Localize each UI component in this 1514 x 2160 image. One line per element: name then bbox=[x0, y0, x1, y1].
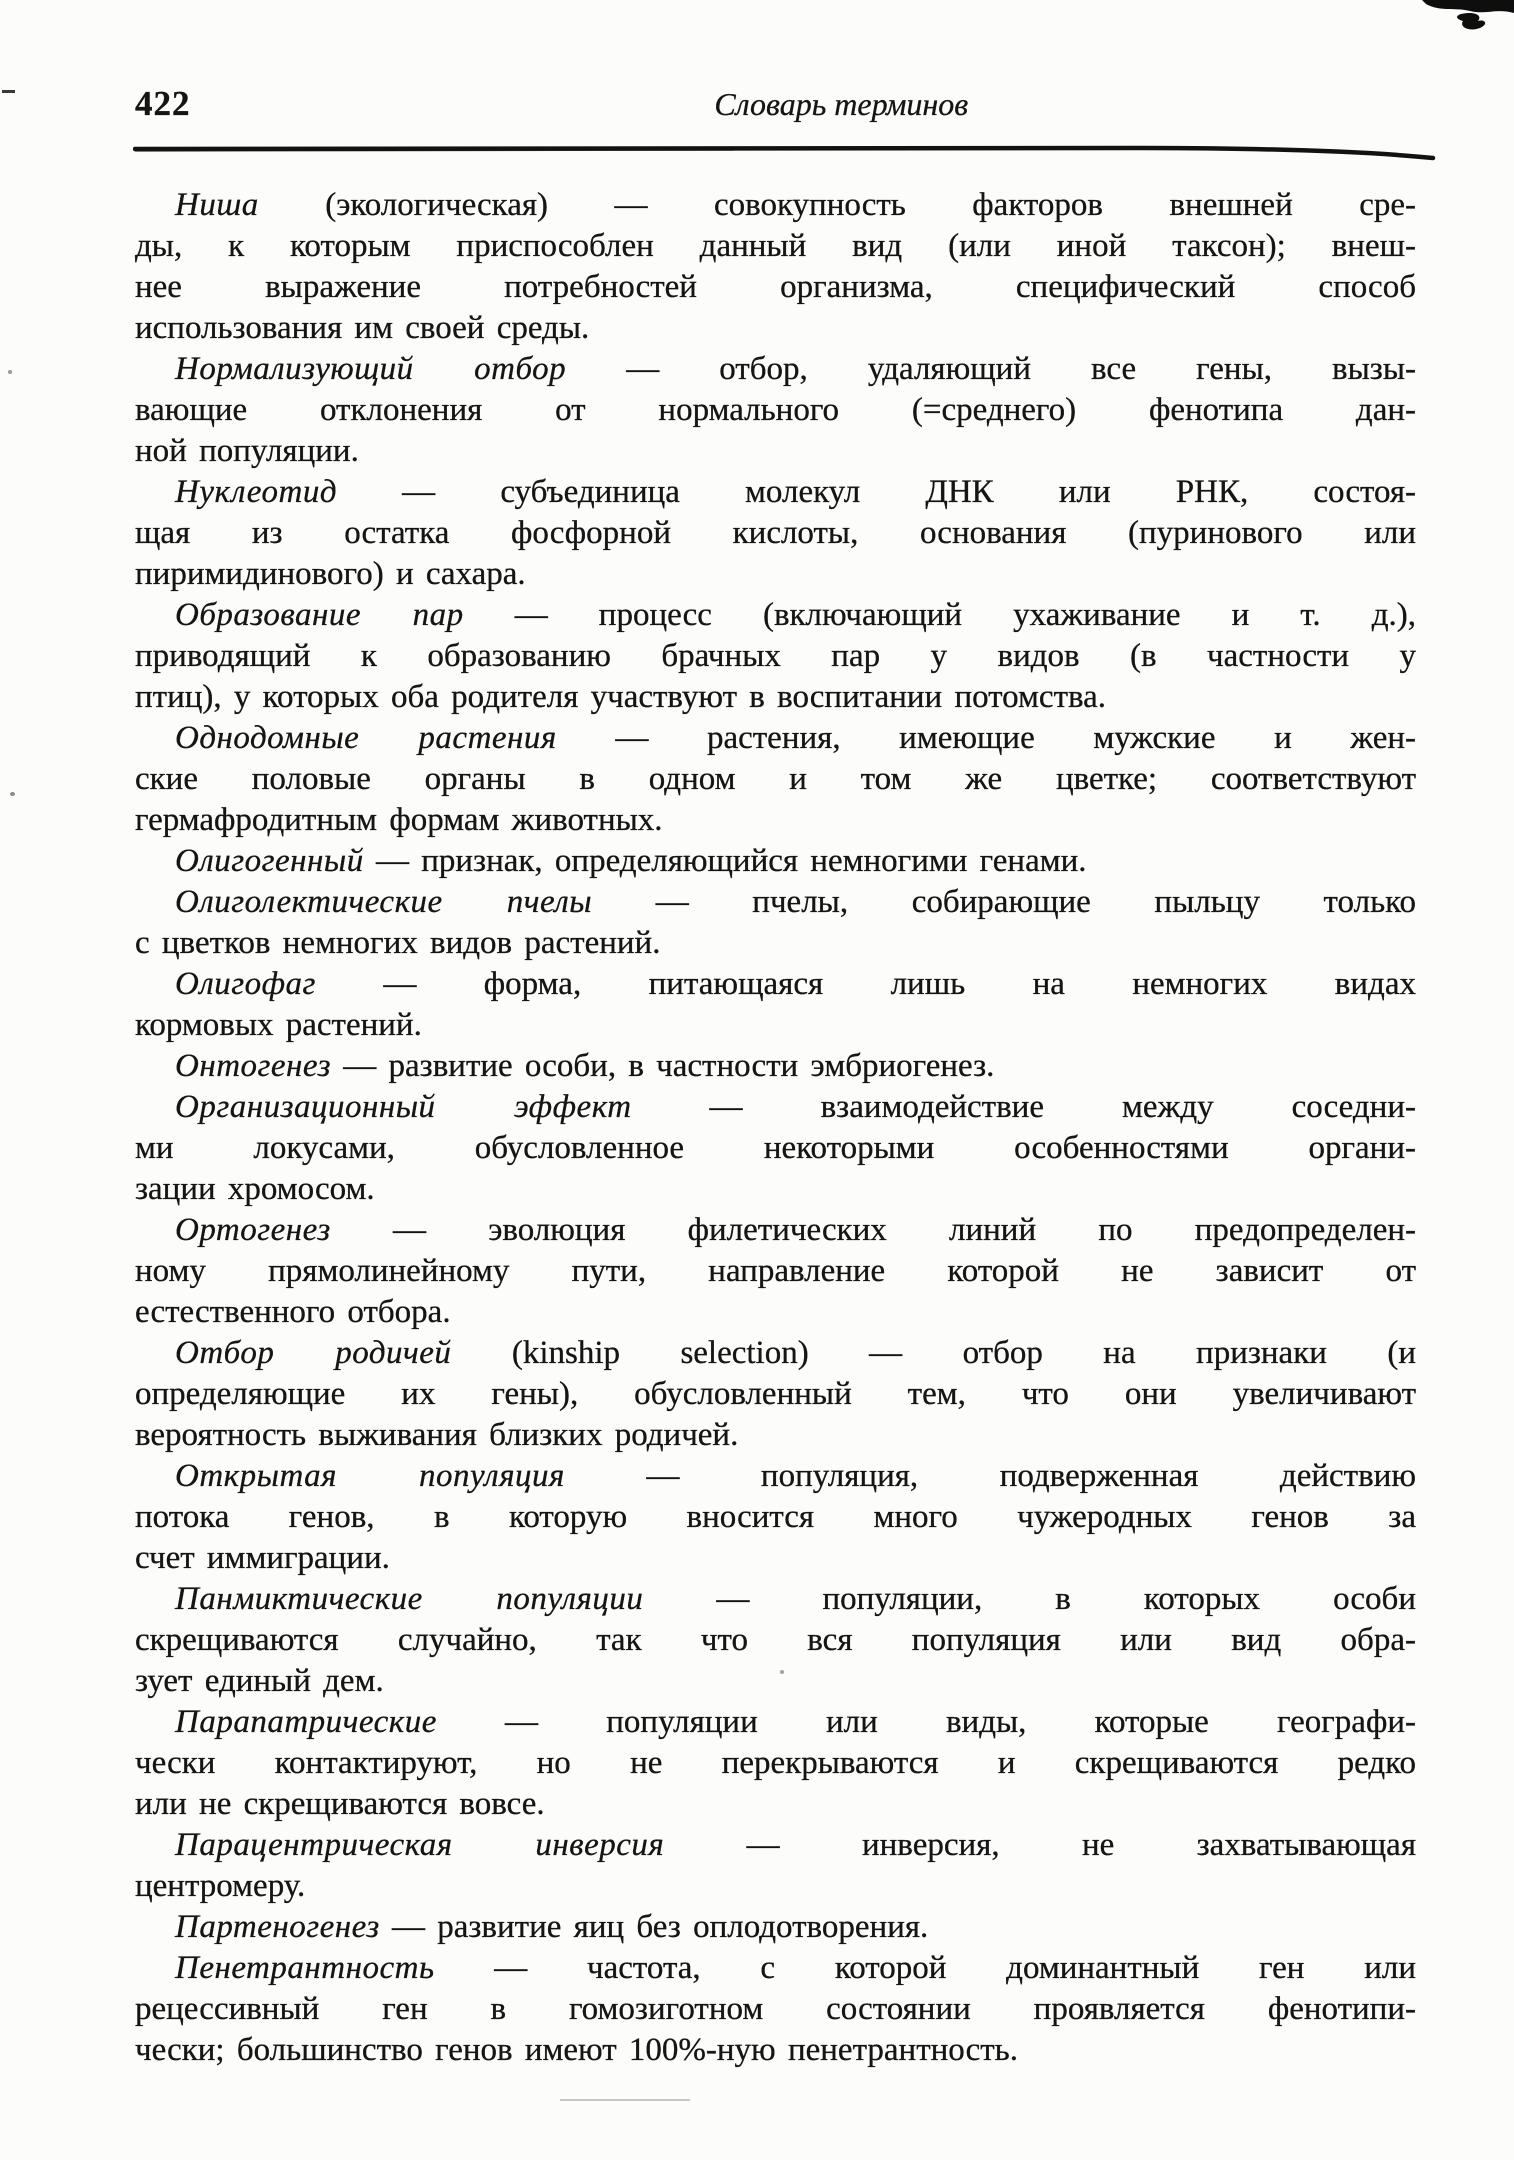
entry-first-line: Организационный эффект — взаимодействие между соседни- bbox=[175, 1089, 1416, 1125]
entry-first-line: Панмиктические популяции — популяции, в которых особи bbox=[175, 1581, 1416, 1617]
entry-line: нее выражение потребностей организма, специфический способ bbox=[135, 269, 1416, 305]
entry-term: Однодомные растения bbox=[175, 720, 557, 756]
header-rule bbox=[133, 142, 1443, 162]
entry-line: ному прямолинейному пути, направление которой не зависит от bbox=[135, 1253, 1416, 1289]
glossary-entry bbox=[135, 1579, 1416, 1702]
entry-line: гермафродитным формам животных. bbox=[135, 802, 663, 838]
scan-faint-line bbox=[560, 2099, 690, 2101]
entry-line: вероятность выживания близких родичей. bbox=[135, 1417, 739, 1453]
entry-line: или не скрещиваются вовсе. bbox=[135, 1786, 545, 1822]
entry-line: щая из остатка фосфорной кислоты, основания (пуринового или bbox=[135, 515, 1416, 551]
entry-term: Нормализующий отбор bbox=[175, 351, 567, 387]
entry-term: Ниша bbox=[175, 187, 259, 223]
entry-term: Открытая популяция bbox=[175, 1458, 565, 1494]
entry-term: Пенетрантность bbox=[175, 1950, 435, 1986]
page-number: 422 bbox=[135, 84, 191, 123]
glossary-entry bbox=[135, 1702, 1416, 1825]
glossary-entry bbox=[135, 1046, 1416, 1087]
entry-line: скрещиваются случайно, так что вся популяция или вид обра- bbox=[135, 1622, 1416, 1658]
page-header bbox=[135, 84, 1432, 124]
entry-term: Отбор родичей bbox=[175, 1335, 452, 1371]
entry-term: Олигофаг bbox=[175, 966, 316, 1002]
entry-line: ми локусами, обусловленное некоторыми особенностями органи- bbox=[135, 1130, 1416, 1166]
entry-line: рецессивный ген в гомозиготном состоянии проявляется фенотипи- bbox=[135, 1991, 1416, 2027]
glossary-entry bbox=[135, 1825, 1416, 1907]
glossary-entry bbox=[135, 882, 1416, 964]
entry-line: пиримидинового) и сахара. bbox=[135, 556, 526, 592]
glossary-entry bbox=[135, 1907, 1416, 1948]
entry-line: ной популяции. bbox=[135, 433, 359, 469]
entry-first-line: Ниша (экологическая) — совокупность факторов внешней сре- bbox=[175, 187, 1416, 223]
entry-first-line: Партеногенез — развитие яиц без оплодотворения. bbox=[175, 1909, 929, 1945]
entry-line: счет иммиграции. bbox=[135, 1540, 390, 1576]
entry-first-line: Онтогенез — развитие особи, в частности эмбриогенез. bbox=[175, 1048, 995, 1084]
glossary-entry bbox=[135, 1456, 1416, 1579]
entry-first-line: Парапатрические — популяции или виды, которые географи- bbox=[175, 1704, 1416, 1740]
glossary-entry bbox=[135, 595, 1416, 718]
entry-line: кормовых растений. bbox=[135, 1007, 422, 1043]
entry-line: вающие отклонения от нормального (=среднего) фенотипа дан- bbox=[135, 392, 1416, 428]
entry-first-line: Ортогенез — эволюция филетических линий по предопределен- bbox=[175, 1212, 1416, 1248]
entry-first-line: Олигогенный — признак, определяющийся немногими генами. bbox=[175, 843, 1087, 879]
entry-line: центромеру. bbox=[135, 1868, 306, 1904]
glossary-entry bbox=[135, 349, 1416, 472]
entry-term: Онтогенез bbox=[175, 1048, 332, 1084]
entry-term: Парапатрические bbox=[175, 1704, 437, 1740]
entry-term: Парацентрическая инверсия bbox=[175, 1827, 665, 1863]
entry-line: определяющие их гены), обусловленный тем, что они увеличивают bbox=[135, 1376, 1416, 1412]
glossary-entry bbox=[135, 472, 1416, 595]
entry-line: зует единый дем. bbox=[135, 1663, 384, 1699]
glossary-entry bbox=[135, 964, 1416, 1046]
glossary-entry bbox=[135, 718, 1416, 841]
entry-first-line: Образование пар — процесс (включающий ухаживание и т. д.), bbox=[175, 597, 1416, 633]
scan-speck bbox=[780, 1670, 784, 1674]
entry-line: ды, к которым приспособлен данный вид (или иной таксон); внеш- bbox=[135, 228, 1416, 264]
scan-speck bbox=[8, 370, 12, 374]
entry-term: Олиголектические пчелы bbox=[175, 884, 593, 920]
glossary-entry bbox=[135, 1948, 1416, 2071]
entry-first-line: Открытая популяция — популяция, подверженная действию bbox=[175, 1458, 1416, 1494]
entry-line: потока генов, в которую вносится много чужеродных генов за bbox=[135, 1499, 1416, 1535]
scan-speck bbox=[10, 792, 15, 796]
entry-line: чески; большинство генов имеют 100%-ную пенетрантность. bbox=[135, 2032, 1018, 2068]
entry-term: Панмиктические популяции bbox=[175, 1581, 644, 1617]
entry-line: приводящий к образованию брачных пар у видов (в частности у bbox=[135, 638, 1416, 674]
scan-artifact-blob bbox=[1364, 0, 1514, 40]
entry-term: Образование пар bbox=[175, 597, 464, 633]
scan-speck bbox=[2, 90, 15, 93]
entry-first-line: Парацентрическая инверсия — инверсия, не захватывающая bbox=[175, 1827, 1417, 1863]
entry-line: ские половые органы в одном и том же цветке; соответствуют bbox=[135, 761, 1416, 797]
glossary bbox=[135, 185, 1416, 2071]
entry-term: Партеногенез bbox=[175, 1909, 380, 1945]
entry-term: Нуклеотид bbox=[175, 474, 338, 510]
entry-term: Ортогенез bbox=[175, 1212, 331, 1248]
entry-term: Организационный эффект bbox=[175, 1089, 632, 1125]
entry-line: использования им своей среды. bbox=[135, 310, 590, 346]
entry-first-line: Однодомные растения — растения, имеющие мужские и жен- bbox=[175, 720, 1416, 756]
entry-first-line: Олигофаг — форма, питающаяся лишь на немногих видах bbox=[175, 966, 1416, 1002]
glossary-entry bbox=[135, 1210, 1416, 1333]
entry-first-line: Нормализующий отбор — отбор, удаляющий все гены, вызы- bbox=[175, 351, 1416, 387]
glossary-entry bbox=[135, 1333, 1416, 1456]
glossary-entry bbox=[135, 841, 1416, 882]
entry-line: птиц), у которых оба родителя участвуют в воспитании потомства. bbox=[135, 679, 1107, 715]
entry-line: чески контактируют, но не перекрываются и скрещиваются редко bbox=[135, 1745, 1416, 1781]
entry-line: с цветков немногих видов растений. bbox=[135, 925, 661, 961]
entry-first-line: Пенетрантность — частота, с которой доминантный ген или bbox=[175, 1950, 1416, 1986]
entry-line: зации хромосом. bbox=[135, 1171, 375, 1207]
entry-first-line: Олиголектические пчелы — пчелы, собирающие пыльцу только bbox=[175, 884, 1416, 920]
glossary-entry bbox=[135, 1087, 1416, 1210]
glossary-entry bbox=[135, 185, 1416, 349]
entry-first-line: Нуклеотид — субъединица молекул ДНК или РНК, состоя- bbox=[175, 474, 1416, 510]
entry-first-line: Отбор родичей (kinship selection) — отбор на признаки (и bbox=[175, 1335, 1416, 1371]
entry-term: Олигогенный bbox=[175, 843, 364, 879]
entry-line: естественного отбора. bbox=[135, 1294, 451, 1330]
running-head: Словарь терминов bbox=[714, 86, 969, 122]
